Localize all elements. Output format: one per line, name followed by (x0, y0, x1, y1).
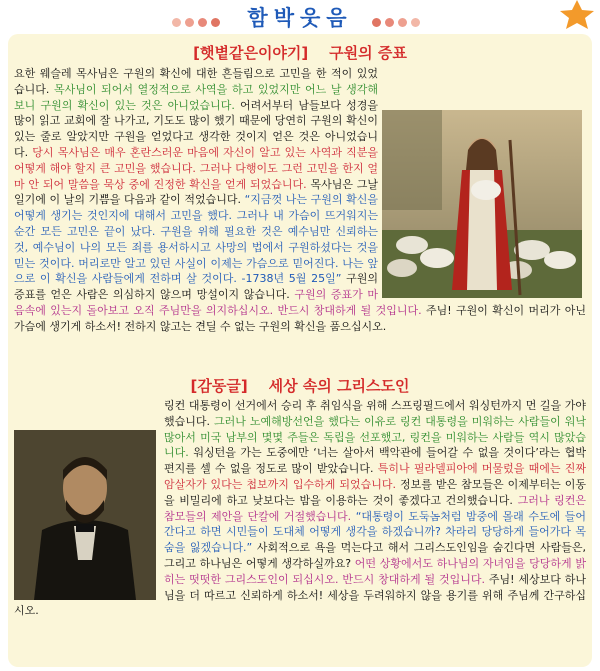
text-run: “지금껏 나는 구원의 확신을 어떻게 생기는 것인지에 대해서 고민을 했다. 그러나 내 가슴이 뜨거워지는 순간 모든 고민은 끝이 났다. 구원을 위해 필요한 것은 예수님만 신뢰하는 것, 예수님이 나의 모든 죄를 용서하시고 사망의 법에서 구원하셨다는 것을 믿는 것이다. 머리로만 알고 있던 사실이 이제는 가슴으로 믿어진다. 나는 앞으로 이 확신을 사람들에게 전하며 살 것이다. -1738년 5월 25일” (14, 193, 378, 286)
text-run: 구원의 증표가 마음속에 있는지 돌아보고 오직 주님만을 의지하십시오. 반드시 창대하게 될 것입니다. (14, 288, 426, 317)
text-run: 정보를 받은 참모들은 이제부터는 이동을 비밀리에 하고 낮보다는 밤을 이용하는 것이 좋겠다고 건의했습니다. (164, 477, 586, 507)
section1-title: 구원의 증표 (329, 44, 407, 62)
text-run: 워싱턴을 가는 도중에만 ‘너는 살아서 백악관에 들어갈 수 없을 것이다’라는 협박 편지를 셀 수 없을 정도로 많이 받았습니다. (164, 446, 586, 476)
section1-body (14, 66, 586, 335)
section2-body (14, 398, 586, 619)
section1-heading (8, 42, 592, 63)
section2-title: 세상 속의 그리스도인 (268, 377, 410, 395)
section2-tag: [감동글] (190, 377, 248, 395)
text-run: “대통령이 도둑놈처럼 밤중에 몰래 수도에 들어간다고 하면 시민들이 도대체 어떻게 생각을 하겠습니까? 차라리 당당하게 들어가다 목숨을 잃겠습니다.” (164, 509, 586, 555)
text-run: 그러나 노예해방선언을 했다는 이유로 링컨 대통령을 미워하는 사람들이 워낙 많아서 미국 남부의 몇몇 주들은 독립을 선포했고, 링컨을 미워하는 사람들 역시 많았습니다. (164, 414, 586, 460)
header (0, 0, 600, 34)
article-panel (8, 34, 592, 667)
image-wrap-spacer (14, 430, 158, 602)
image-wrap-spacer (384, 110, 586, 300)
text-run: 주님! 세상보다 하나님을 더 따르고 신뢰하게 하소서! 세상을 두려워하지 않을 용기를 위해 주님께 간구하십시오. (14, 572, 586, 618)
text-run: 주님! 구원이 확신이 머리가 아닌 가슴에 생기게 하소서! 전하지 않고는 견딜 수 없는 구원의 확신을 품으십시오. (14, 303, 586, 333)
star-icon (558, 0, 596, 30)
text-run: 목사님이 되어서 열정적으로 사역을 하고 있었지만 어느 날 생각해보니 구원의 확신이 있는 것은 아니었습니다. (14, 82, 378, 112)
text-run: 구원의 증표를 얻은 사람은 의심하지 않으며 망설이지 않습니다. (14, 272, 378, 302)
text-run: 당시 목사님은 매우 혼란스러운 마음에 자신이 알고 있는 사역과 직분을 어떻게 해야 할지 큰 고민을 했습니다. 그러나 다행이도 그런 고민을 한지 얼마 안 되어 말씀을 묵상 중에 진정한 확신을 얻게 되었습니다. (14, 145, 378, 191)
section2-heading (8, 375, 592, 396)
text-run: 링컨 대통령이 선거에서 승리 후 취임식을 위해 스프링필드에서 워싱턴까지 먼 길을 가야 했습니다. (164, 399, 586, 428)
section1-tag: [햇볕같은이야기] (193, 44, 309, 62)
text-run: 사회적으로 욕을 먹는다고 해서 그리스도인임을 숨긴다면 사람들은, 그리고 하나님은 어떻게 생각하실까요? (164, 541, 586, 570)
decorative-dots-right (372, 12, 424, 22)
text-run: 그러나 링컨은 참모들의 제안을 단칼에 거절했습니다. (164, 493, 586, 523)
text-run: 어려서부터 남들보다 성경을 많이 읽고 교회에 잘 나가고, 기도도 많이 했기 때문에 당연히 구원의 확신이 있는 줄로 알았지만 구원을 얻었다고 생각한 것이지 얻은 것은 아니었습니다. (14, 98, 378, 159)
text-run: 요한 웨슬레 목사님은 구원의 확신에 대한 흔들림으로 고민을 한 적이 있었습니다. (14, 67, 378, 96)
page-title: 함박웃음 (247, 6, 353, 30)
text-run: 특히나 필라델피아에 머물렀을 때에는 진짜 암살자가 있다는 첩보까지 입수하게 되었습니다. (164, 462, 586, 491)
text-run: 목사님은 그날 일기에 이 날의 기쁨을 다음과 같이 적었습니다. (14, 177, 379, 207)
text-run: 어떤 상황에서도 하나님의 자녀임을 당당하게 밝히는 떳떳한 그리스도인이 되십시오. 반드시 창대하게 될 것입니다. (164, 556, 586, 586)
